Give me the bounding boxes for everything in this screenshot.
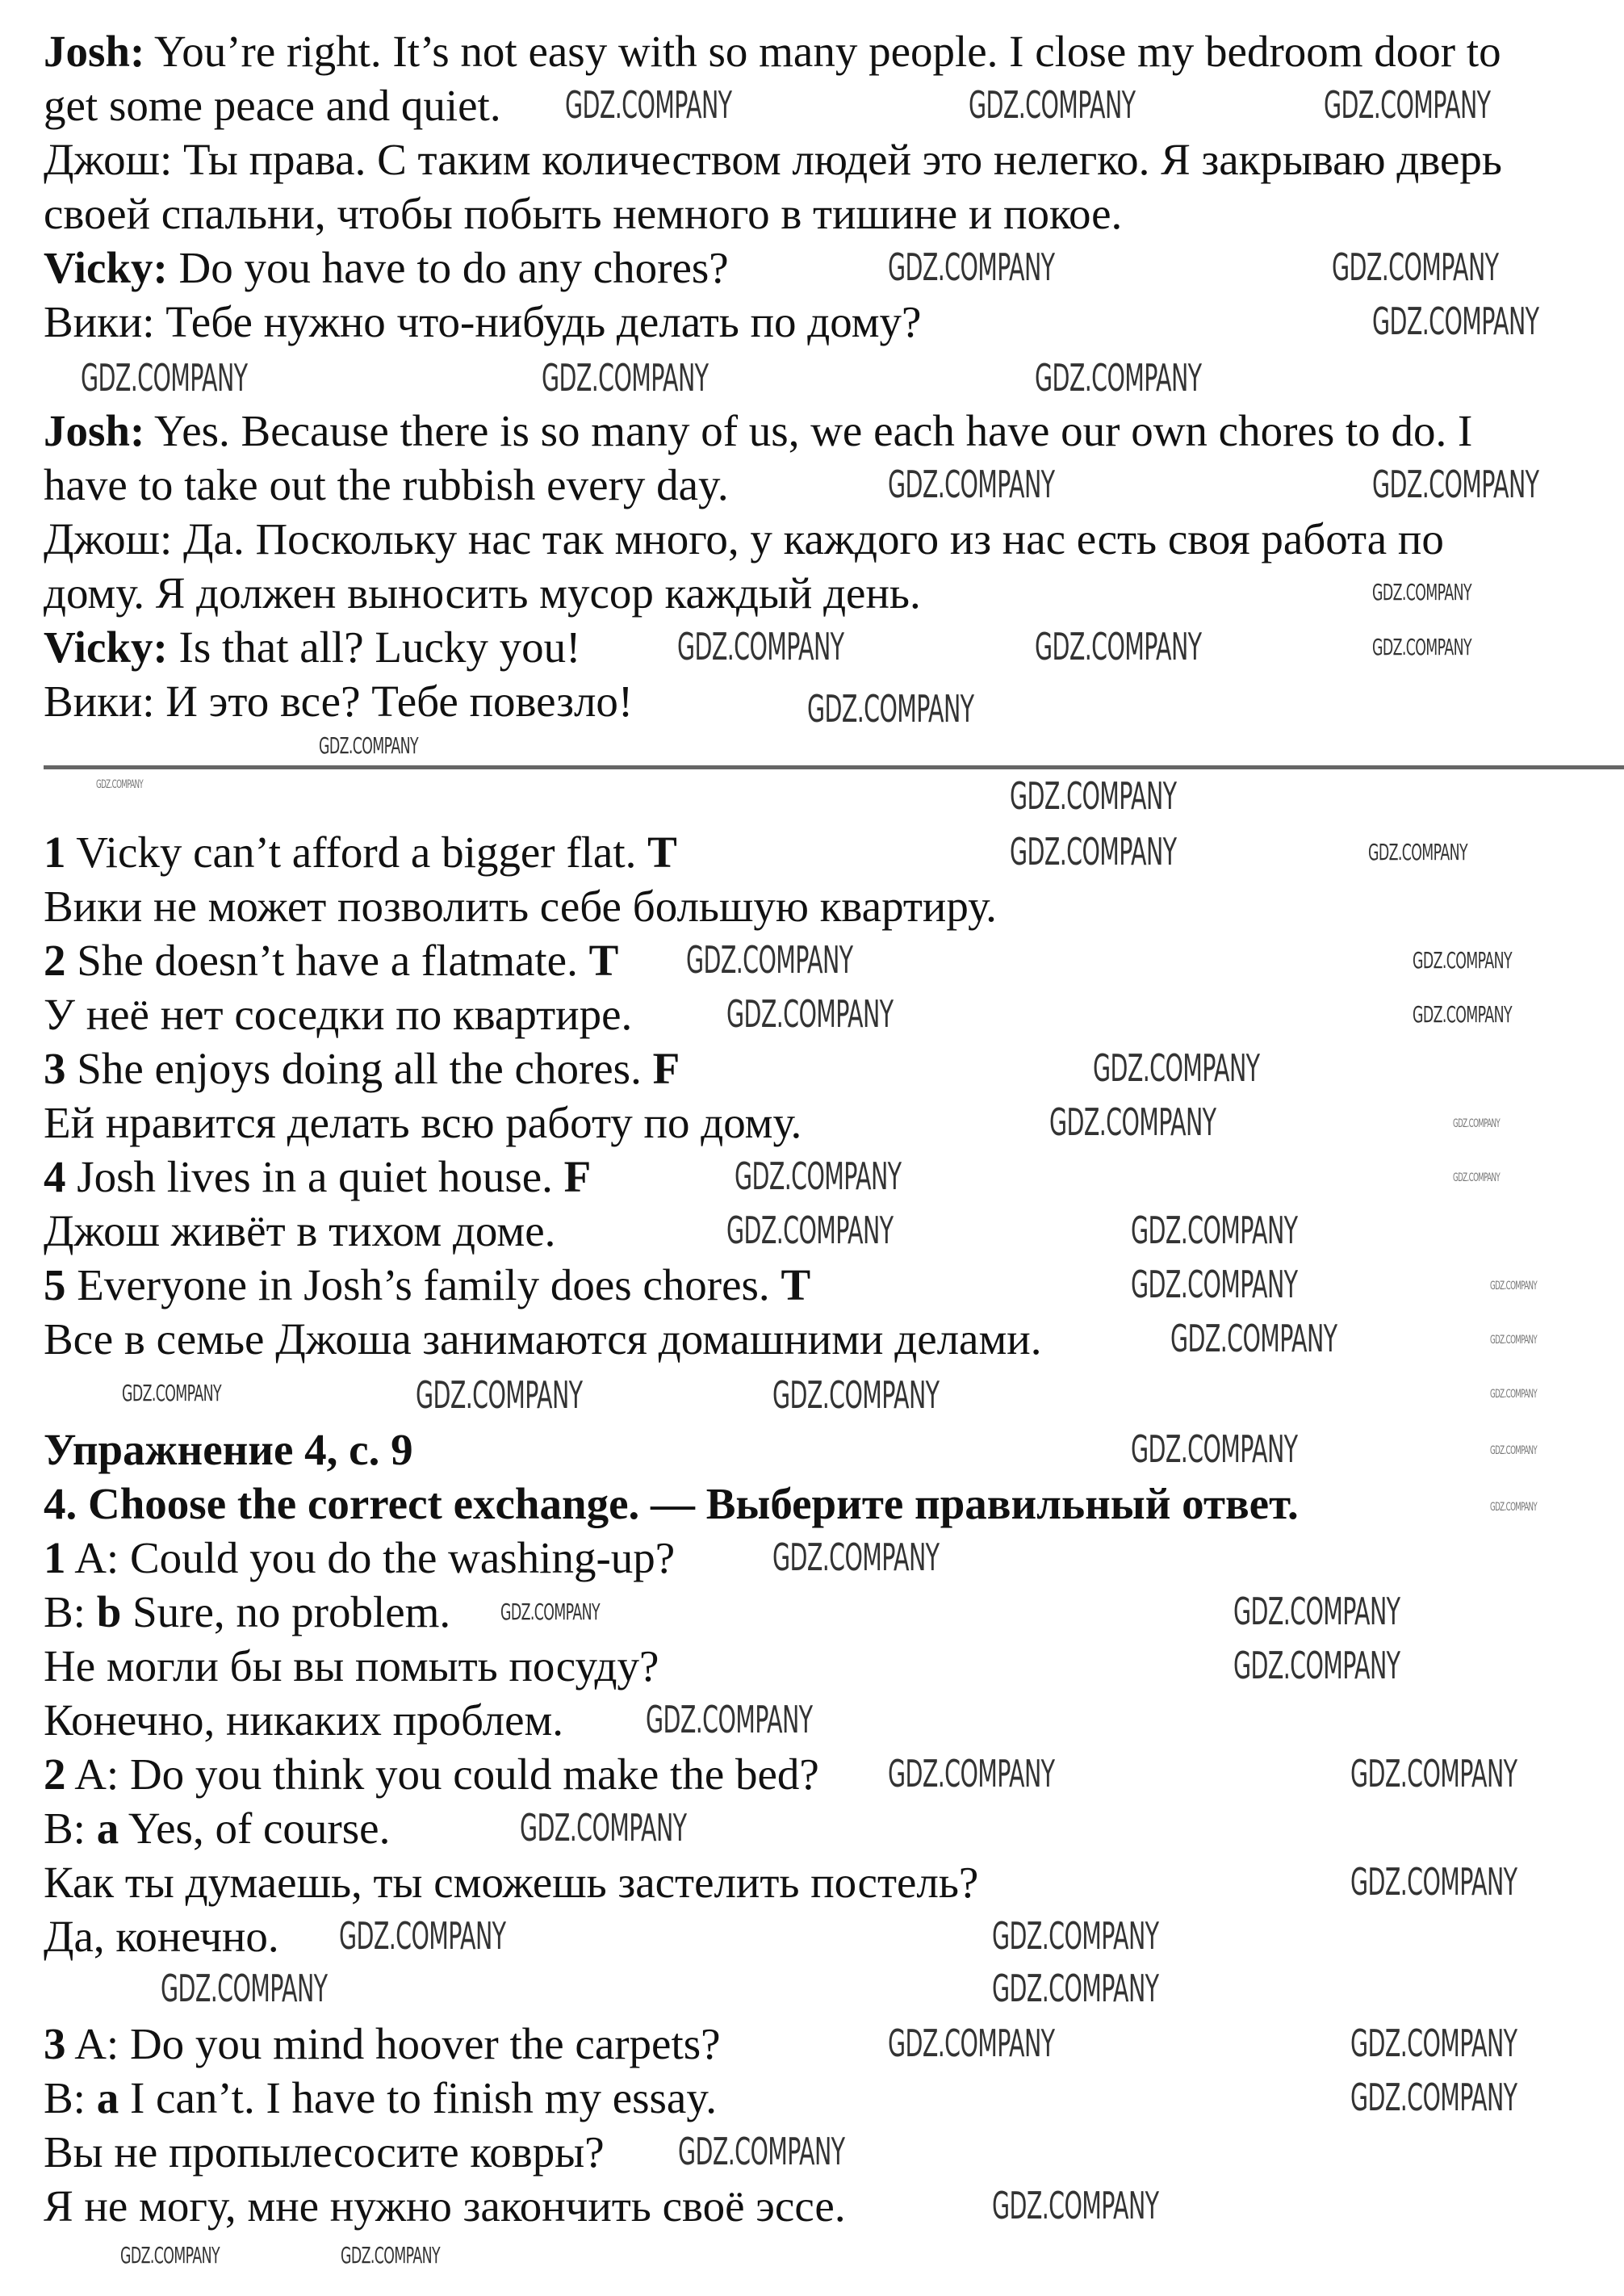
watermark: GDZ.COMPANY (1490, 1334, 1538, 1347)
text: She doesn’t have a flatmate. (65, 936, 589, 985)
watermark: GDZ.COMPANY (772, 1373, 940, 1417)
text-line (44, 24, 1501, 78)
text: I can’t. I have to finish my essay. (119, 2073, 717, 2122)
text: She enjoys doing all the chores. (65, 1044, 653, 1093)
watermark: GDZ.COMPANY (1372, 579, 1472, 605)
watermark: GDZ.COMPANY (726, 992, 894, 1036)
bold-text: 3 (44, 2019, 66, 2068)
watermark: GDZ.COMPANY (120, 2242, 220, 2269)
text: Вики: И это все? Тебе повезло! (44, 677, 634, 726)
bold-text: T (647, 827, 677, 877)
watermark: GDZ.COMPANY (1093, 1046, 1260, 1090)
text: have to take out the rubbish every day. (44, 460, 729, 509)
bold-text: Josh: (44, 406, 145, 455)
watermark: GDZ.COMPANY (888, 463, 1055, 506)
text: дому. Я должен выносить мусор каждый день. (44, 568, 921, 618)
text-line (44, 78, 501, 132)
text-line (44, 2179, 846, 2233)
watermark: GDZ.COMPANY (888, 245, 1055, 289)
bold-text: Vicky: (44, 622, 168, 672)
bold-text: 4 (44, 1152, 66, 1201)
watermark: GDZ.COMPANY (81, 356, 248, 400)
watermark: GDZ.COMPANY (1350, 1752, 1517, 1795)
watermark: GDZ.COMPANY (992, 1914, 1159, 1958)
watermark: GDZ.COMPANY (772, 1536, 940, 1579)
text-line (44, 2071, 717, 2125)
watermark: GDZ.COMPANY (1233, 1590, 1400, 1633)
watermark: GDZ.COMPANY (1453, 1117, 1501, 1130)
text-line (44, 458, 729, 512)
watermark: GDZ.COMPANY (1131, 1209, 1298, 1252)
watermark: GDZ.COMPANY (122, 1380, 222, 1406)
watermark: GDZ.COMPANY (1010, 830, 1177, 874)
text: У неё нет соседки по квартире. (44, 990, 633, 1039)
bold-text: T (588, 936, 619, 985)
watermark: GDZ.COMPANY (500, 1598, 601, 1625)
text-line (44, 1312, 1041, 1366)
watermark: GDZ.COMPANY (1372, 463, 1539, 506)
text: Ей нравится делать всю работу по дому. (44, 1098, 802, 1147)
true-false-answers (44, 825, 1041, 1366)
text-line (44, 241, 729, 295)
watermark: GDZ.COMPANY (1233, 1644, 1400, 1687)
watermark: GDZ.COMPANY (161, 1967, 328, 2010)
text: B: (44, 1587, 97, 1636)
watermark: GDZ.COMPANY (339, 1914, 506, 1958)
watermark: GDZ.COMPANY (1332, 245, 1499, 289)
watermark: GDZ.COMPANY (735, 1154, 902, 1198)
watermark: GDZ.COMPANY (1350, 2076, 1517, 2119)
text: Yes, of course. (119, 1804, 391, 1853)
watermark: GDZ.COMPANY (1490, 1444, 1538, 1457)
text-line (44, 1531, 675, 1585)
text: Vicky can’t afford a bigger flat. (65, 827, 648, 877)
dialogue-part2 (44, 404, 1473, 731)
text-line (44, 987, 632, 1041)
bold-text: 1 (44, 1533, 66, 1582)
text: B: (44, 1804, 97, 1853)
watermark: GDZ.COMPANY (807, 687, 974, 731)
text-line (44, 1477, 1299, 1531)
watermark: GDZ.COMPANY (542, 356, 709, 400)
text-line (44, 933, 618, 987)
bold-text: 3 (44, 1044, 66, 1093)
text-line (44, 1150, 591, 1204)
exercise-4-item-3 (44, 2017, 846, 2233)
watermark: GDZ.COMPANY (520, 1806, 687, 1850)
text: Конечно, никаких проблем. (44, 1695, 564, 1745)
exercise-4 (44, 1422, 1299, 1963)
watermark: GDZ.COMPANY (1035, 625, 1202, 668)
text: Do you have to do any chores? (167, 243, 729, 292)
text: Джош: Да. Поскольку нас так много, у каждого из нас есть своя работа по (44, 514, 1444, 564)
text-line (44, 674, 633, 728)
dialogue-part1 (44, 24, 1502, 349)
watermark: GDZ.COMPANY (1010, 774, 1177, 818)
text-line (44, 1801, 390, 1855)
text-line (44, 186, 1122, 241)
watermark: GDZ.COMPANY (1368, 839, 1468, 865)
text: Sure, no problem. (121, 1587, 451, 1636)
bold-text: 2 (44, 1749, 66, 1799)
text: Как ты думаешь, ты сможешь застелить постель? (44, 1858, 979, 1907)
watermark: GDZ.COMPANY (1350, 2022, 1517, 2065)
text-line (44, 1041, 680, 1096)
text-line (44, 512, 1444, 566)
text: Я не могу, мне нужно закончить своё эссе. (44, 2181, 846, 2231)
bold-text: F (652, 1044, 680, 1093)
watermark: GDZ.COMPANY (677, 625, 844, 668)
watermark: GDZ.COMPANY (1372, 300, 1539, 343)
bold-text: 4. Choose the correct exchange. — Выберите правильный ответ. (44, 1479, 1299, 1528)
watermark: GDZ.COMPANY (1035, 356, 1202, 400)
text-line (44, 1422, 413, 1477)
text: A: Do you mind hoover the carpets? (65, 2019, 721, 2068)
bold-text: T (781, 1260, 811, 1309)
bold-text: F (563, 1152, 592, 1201)
text: Джош живёт в тихом доме. (44, 1206, 556, 1255)
watermark: GDZ.COMPANY (565, 83, 732, 127)
bold-text: a (96, 2073, 119, 2122)
bold-text: 1 (44, 827, 66, 877)
text-line (44, 1855, 978, 1909)
text-line (44, 1747, 819, 1801)
bold-text: Vicky: (44, 243, 168, 292)
watermark: GDZ.COMPANY (1453, 1171, 1501, 1184)
text-line (44, 620, 580, 674)
watermark: GDZ.COMPANY (1490, 1501, 1538, 1514)
text-line (44, 295, 921, 349)
watermark: GDZ.COMPANY (1413, 947, 1513, 974)
watermark: GDZ.COMPANY (1490, 1388, 1538, 1401)
section-divider (44, 765, 1624, 769)
text-line (44, 1585, 450, 1639)
text-line (44, 404, 1472, 458)
bold-text: 5 (44, 1260, 66, 1309)
watermark: GDZ.COMPANY (646, 1698, 813, 1741)
text: Не могли бы вы помыть посуду? (44, 1641, 659, 1691)
watermark: GDZ.COMPANY (969, 83, 1136, 127)
text-line (44, 1693, 563, 1747)
text-line (44, 825, 677, 879)
watermark: GDZ.COMPANY (319, 732, 419, 759)
text-line (44, 1096, 802, 1150)
text: Все в семье Джоша занимаются домашними делами. (44, 1314, 1042, 1364)
text: Вики не может позволить себе большую квартиру. (44, 882, 997, 931)
text-line (44, 566, 921, 620)
text-line (44, 2017, 721, 2071)
watermark: GDZ.COMPANY (1324, 83, 1491, 127)
watermark: GDZ.COMPANY (1413, 1001, 1513, 1028)
text: Да, конечно. (44, 1912, 279, 1961)
text-line (44, 1204, 555, 1258)
text: Josh lives in a quiet house. (65, 1152, 564, 1201)
watermark: GDZ.COMPANY (1049, 1100, 1216, 1144)
watermark: GDZ.COMPANY (341, 2242, 441, 2269)
bold-text: b (96, 1587, 122, 1636)
watermark: GDZ.COMPANY (1490, 1280, 1538, 1293)
text-line (44, 132, 1502, 186)
watermark: GDZ.COMPANY (992, 1967, 1159, 2010)
watermark: GDZ.COMPANY (96, 778, 144, 791)
text: A: Do you think you could make the bed? (65, 1749, 819, 1799)
bold-text: 2 (44, 936, 66, 985)
watermark: GDZ.COMPANY (726, 1209, 894, 1252)
text: Вики: Тебе нужно что-нибудь делать по дому? (44, 297, 922, 346)
watermark: GDZ.COMPANY (1350, 1860, 1517, 1904)
bold-text: Josh: (44, 27, 145, 76)
watermark: GDZ.COMPANY (888, 2022, 1055, 2065)
text: Вы не пропылесосите ковры? (44, 2127, 605, 2177)
watermark: GDZ.COMPANY (416, 1373, 583, 1417)
text-line (44, 1639, 659, 1693)
bold-text: Упражнение 4, с. 9 (44, 1425, 413, 1474)
watermark: GDZ.COMPANY (1170, 1317, 1337, 1360)
watermark: GDZ.COMPANY (1372, 634, 1472, 660)
text: You’re right. It’s not easy with so many people. I close my bedroom door to (144, 27, 1501, 76)
text: A: Could you do the washing-up? (65, 1533, 676, 1582)
watermark: GDZ.COMPANY (678, 2130, 845, 2173)
watermark: GDZ.COMPANY (1131, 1427, 1298, 1471)
text-line (44, 2125, 605, 2179)
text: B: (44, 2073, 97, 2122)
watermark: GDZ.COMPANY (1131, 1263, 1298, 1306)
watermark: GDZ.COMPANY (686, 938, 853, 982)
text: своей спальни, чтобы побыть немного в тишине и покое. (44, 189, 1123, 238)
text-line (44, 879, 997, 933)
text-line (44, 1258, 810, 1312)
watermark: GDZ.COMPANY (888, 1752, 1055, 1795)
text-line (44, 1909, 279, 1963)
text: Джош: Ты права. С таким количеством людей это нелегко. Я закрываю дверь (44, 135, 1502, 184)
watermark: GDZ.COMPANY (992, 2184, 1159, 2227)
text: Is that all? Lucky you! (167, 622, 581, 672)
text: Yes. Because there is so many of us, we each have our own chores to do. I (144, 406, 1473, 455)
text: get some peace and quiet. (44, 81, 501, 130)
text: Everyone in Josh’s family does chores. (65, 1260, 781, 1309)
bold-text: a (96, 1804, 119, 1853)
